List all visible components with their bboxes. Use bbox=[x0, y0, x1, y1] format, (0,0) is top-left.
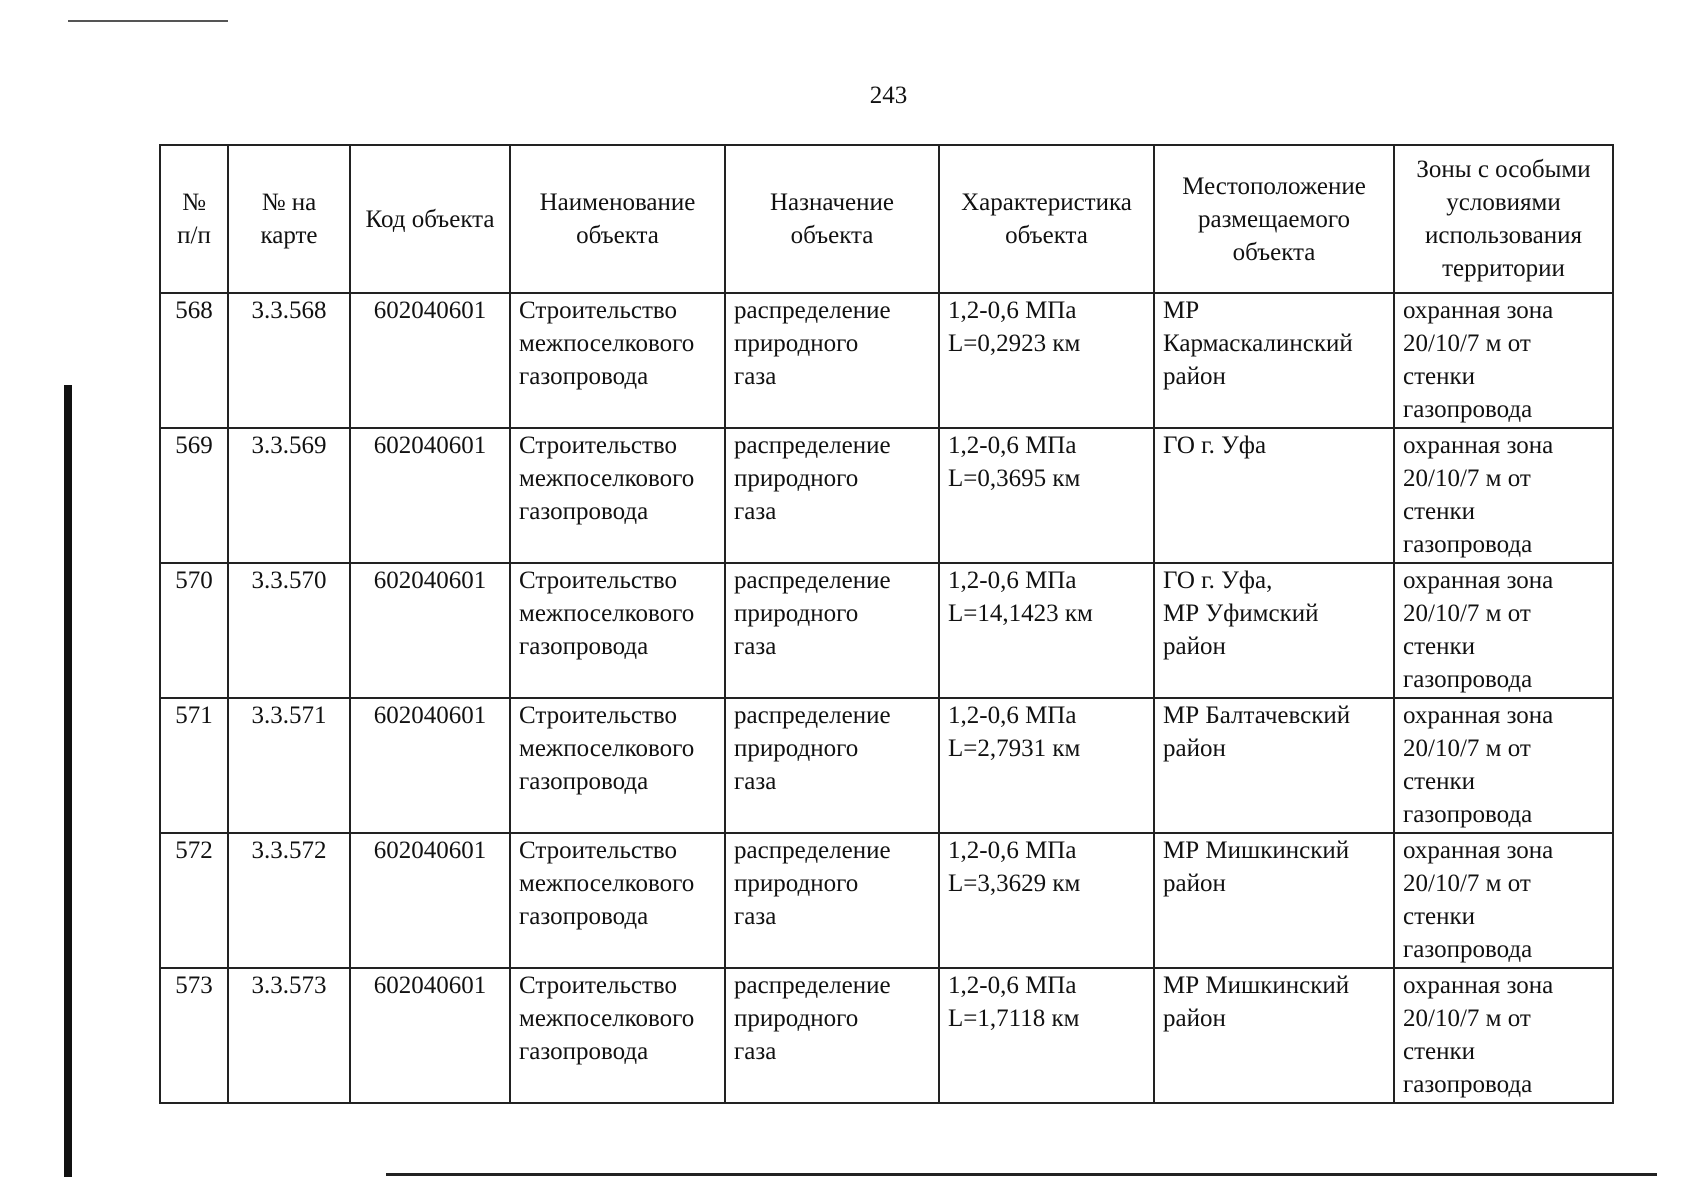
table-row bbox=[160, 428, 1613, 563]
cell-object-name: Строительство межпоселкового газопровода bbox=[510, 698, 725, 833]
header-cell-object-name: Наименование объекта bbox=[510, 145, 725, 293]
cell-object-purpose: распределение природного газа bbox=[725, 968, 939, 1103]
cell-special-zone: охранная зона 20/10/7 м от стенки газопровода bbox=[1394, 428, 1613, 563]
cell-special-zone: охранная зона 20/10/7 м от стенки газопровода bbox=[1394, 968, 1613, 1103]
cell-row-number: 568 bbox=[160, 293, 228, 428]
table-row bbox=[160, 698, 1613, 833]
header-cell-object-location: Местоположение размещаемого объекта bbox=[1154, 145, 1394, 293]
cell-special-zone: охранная зона 20/10/7 м от стенки газопровода bbox=[1394, 698, 1613, 833]
cell-object-code: 602040601 bbox=[350, 698, 510, 833]
cell-special-zone: охранная зона 20/10/7 м от стенки газопровода bbox=[1394, 563, 1613, 698]
header-cell-object-characteristic: Характеристика объекта bbox=[939, 145, 1154, 293]
page-number: 243 bbox=[869, 82, 908, 109]
cell-object-code: 602040601 bbox=[350, 833, 510, 968]
cell-object-purpose: распределение природного газа bbox=[725, 428, 939, 563]
table-row bbox=[160, 293, 1613, 428]
cell-object-characteristic: 1,2-0,6 МПа L=14,1423 км bbox=[939, 563, 1154, 698]
header-cell-special-zones: Зоны с особыми условиями использования территории bbox=[1394, 145, 1613, 293]
table-row bbox=[160, 563, 1613, 698]
cell-object-name: Строительство межпоселкового газопровода bbox=[510, 293, 725, 428]
cell-row-number: 570 bbox=[160, 563, 228, 698]
cell-object-characteristic: 1,2-0,6 МПа L=2,7931 км bbox=[939, 698, 1154, 833]
cell-map-number: 3.3.569 bbox=[228, 428, 350, 563]
header-cell-object-code: Код объекта bbox=[350, 145, 510, 293]
cell-object-characteristic: 1,2-0,6 МПа L=3,3629 км bbox=[939, 833, 1154, 968]
cell-row-number: 573 bbox=[160, 968, 228, 1103]
cell-row-number: 571 bbox=[160, 698, 228, 833]
cell-object-location: ГО г. Уфа bbox=[1154, 428, 1394, 563]
cell-map-number: 3.3.572 bbox=[228, 833, 350, 968]
cell-object-location: ГО г. Уфа, МР Уфимский район bbox=[1154, 563, 1394, 698]
cell-object-name: Строительство межпоселкового газопровода bbox=[510, 833, 725, 968]
cell-object-location: МР Балтачевский район bbox=[1154, 698, 1394, 833]
cell-object-characteristic: 1,2-0,6 МПа L=0,2923 км bbox=[939, 293, 1154, 428]
cell-object-code: 602040601 bbox=[350, 968, 510, 1103]
table-row bbox=[160, 968, 1613, 1103]
cell-object-purpose: распределение природного газа bbox=[725, 833, 939, 968]
cell-map-number: 3.3.573 bbox=[228, 968, 350, 1103]
cell-special-zone: охранная зона 20/10/7 м от стенки газопровода bbox=[1394, 293, 1613, 428]
objects-table bbox=[159, 144, 1614, 1104]
cell-row-number: 569 bbox=[160, 428, 228, 563]
scan-artifact-left-bar bbox=[64, 385, 72, 1177]
cell-object-name: Строительство межпоселкового газопровода bbox=[510, 968, 725, 1103]
table-body bbox=[160, 293, 1613, 1103]
header-cell-object-purpose: Назначение объекта bbox=[725, 145, 939, 293]
cell-object-purpose: распределение природного газа bbox=[725, 698, 939, 833]
table-row bbox=[160, 833, 1613, 968]
cell-map-number: 3.3.570 bbox=[228, 563, 350, 698]
scan-artifact-bottom-line bbox=[386, 1173, 1657, 1176]
cell-object-location: МР Кармаскалинский район bbox=[1154, 293, 1394, 428]
scan-artifact-top-line bbox=[68, 20, 228, 22]
cell-map-number: 3.3.568 bbox=[228, 293, 350, 428]
cell-object-name: Строительство межпоселкового газопровода bbox=[510, 563, 725, 698]
cell-object-code: 602040601 bbox=[350, 293, 510, 428]
cell-object-purpose: распределение природного газа bbox=[725, 293, 939, 428]
cell-map-number: 3.3.571 bbox=[228, 698, 350, 833]
header-cell-row-number: № п/п bbox=[160, 145, 228, 293]
header-cell-map-number: № на карте bbox=[228, 145, 350, 293]
header-row bbox=[160, 145, 1613, 293]
cell-object-code: 602040601 bbox=[350, 428, 510, 563]
cell-object-name: Строительство межпоселкового газопровода bbox=[510, 428, 725, 563]
cell-row-number: 572 bbox=[160, 833, 228, 968]
cell-object-purpose: распределение природного газа bbox=[725, 563, 939, 698]
cell-object-characteristic: 1,2-0,6 МПа L=0,3695 км bbox=[939, 428, 1154, 563]
cell-object-code: 602040601 bbox=[350, 563, 510, 698]
cell-object-location: МР Мишкинский район bbox=[1154, 833, 1394, 968]
table-header bbox=[160, 145, 1613, 293]
cell-object-characteristic: 1,2-0,6 МПа L=1,7118 км bbox=[939, 968, 1154, 1103]
cell-object-location: МР Мишкинский район bbox=[1154, 968, 1394, 1103]
cell-special-zone: охранная зона 20/10/7 м от стенки газопровода bbox=[1394, 833, 1613, 968]
